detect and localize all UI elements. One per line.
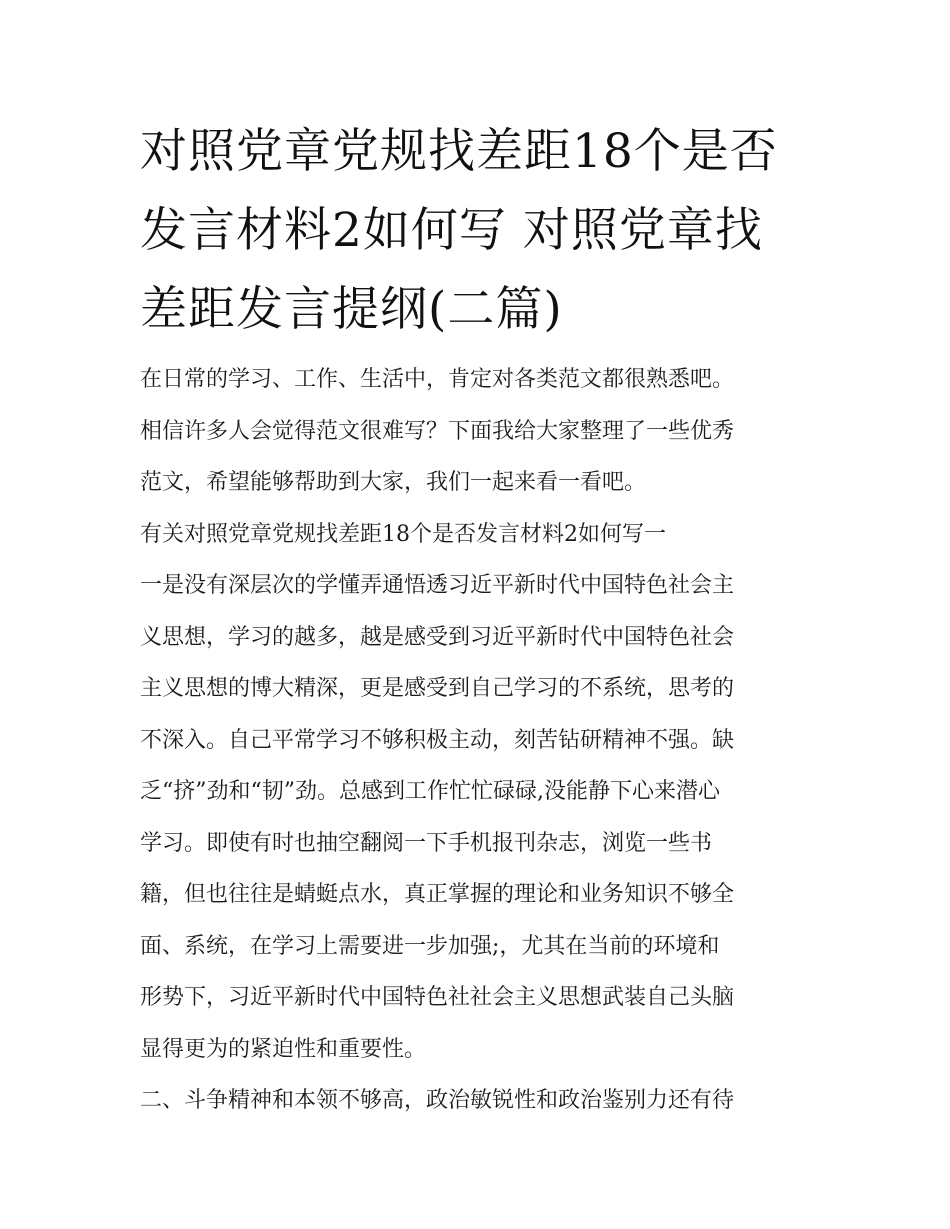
text-line: 籍，但也往往是蜻蜓点水，真正掌握的理论和业务知识不够全 [140,882,735,907]
text-line: 乏“挤”劲和“韧”劲。总感到工作忙忙碌碌,没能静下心来潜心 [140,779,720,804]
title-line: 差距发言提纲(二篇) [140,282,563,337]
document-title [140,112,820,349]
text-line: 二、斗争精神和本领不够高，政治敏锐性和政治鉴别力还有待 [140,1088,735,1113]
text-line: 一是没有深层次的学懂弄通悟透习近平新时代中国特色社会主 [140,573,735,598]
intro-paragraph [140,354,820,509]
text-line: 面、系统，在学习上需要进一步加强;，尤其在当前的环境和 [140,933,720,959]
text-line: 形势下，习近平新时代中国特色社社会主义思想武装自己头脑 [140,985,735,1010]
text-line: 显得更为的紧迫性和重要性。 [140,1036,427,1062]
point-two-paragraph [140,1075,820,1127]
text-line: 范文，希望能够帮助到大家，我们一起来看一看吧。 [140,470,647,495]
point-one-paragraph [140,560,820,1075]
text-line: 义思想，学习的越多，越是感受到习近平新时代中国特色社会 [140,624,735,650]
text-line: 不深入。自己平常学习不够积极主动，刻苦钻研精神不强。缺 [140,727,735,753]
text-line: 在日常的学习、工作、生活中，肯定对各类范文都很熟悉吧。 [140,367,735,392]
text-line: 主义思想的博大精深，更是感受到自己学习的不系统，思考的 [140,676,735,701]
document-body [140,354,820,1127]
title-line: 对照党章党规找差距18个是否 [140,124,778,179]
text-line: 相信许多人会觉得范文很难写？下面我给大家整理了一些优秀 [140,418,735,444]
section-heading [140,509,820,561]
text-line: 学习。即使有时也抽空翻阅一下手机报刊杂志，浏览一些书 [140,830,713,856]
text-line: 有关对照党章党规找差距18个是否发言材料2如何写一 [140,521,666,547]
title-line: 发言材料2如何写 对照党章找 [140,203,763,258]
